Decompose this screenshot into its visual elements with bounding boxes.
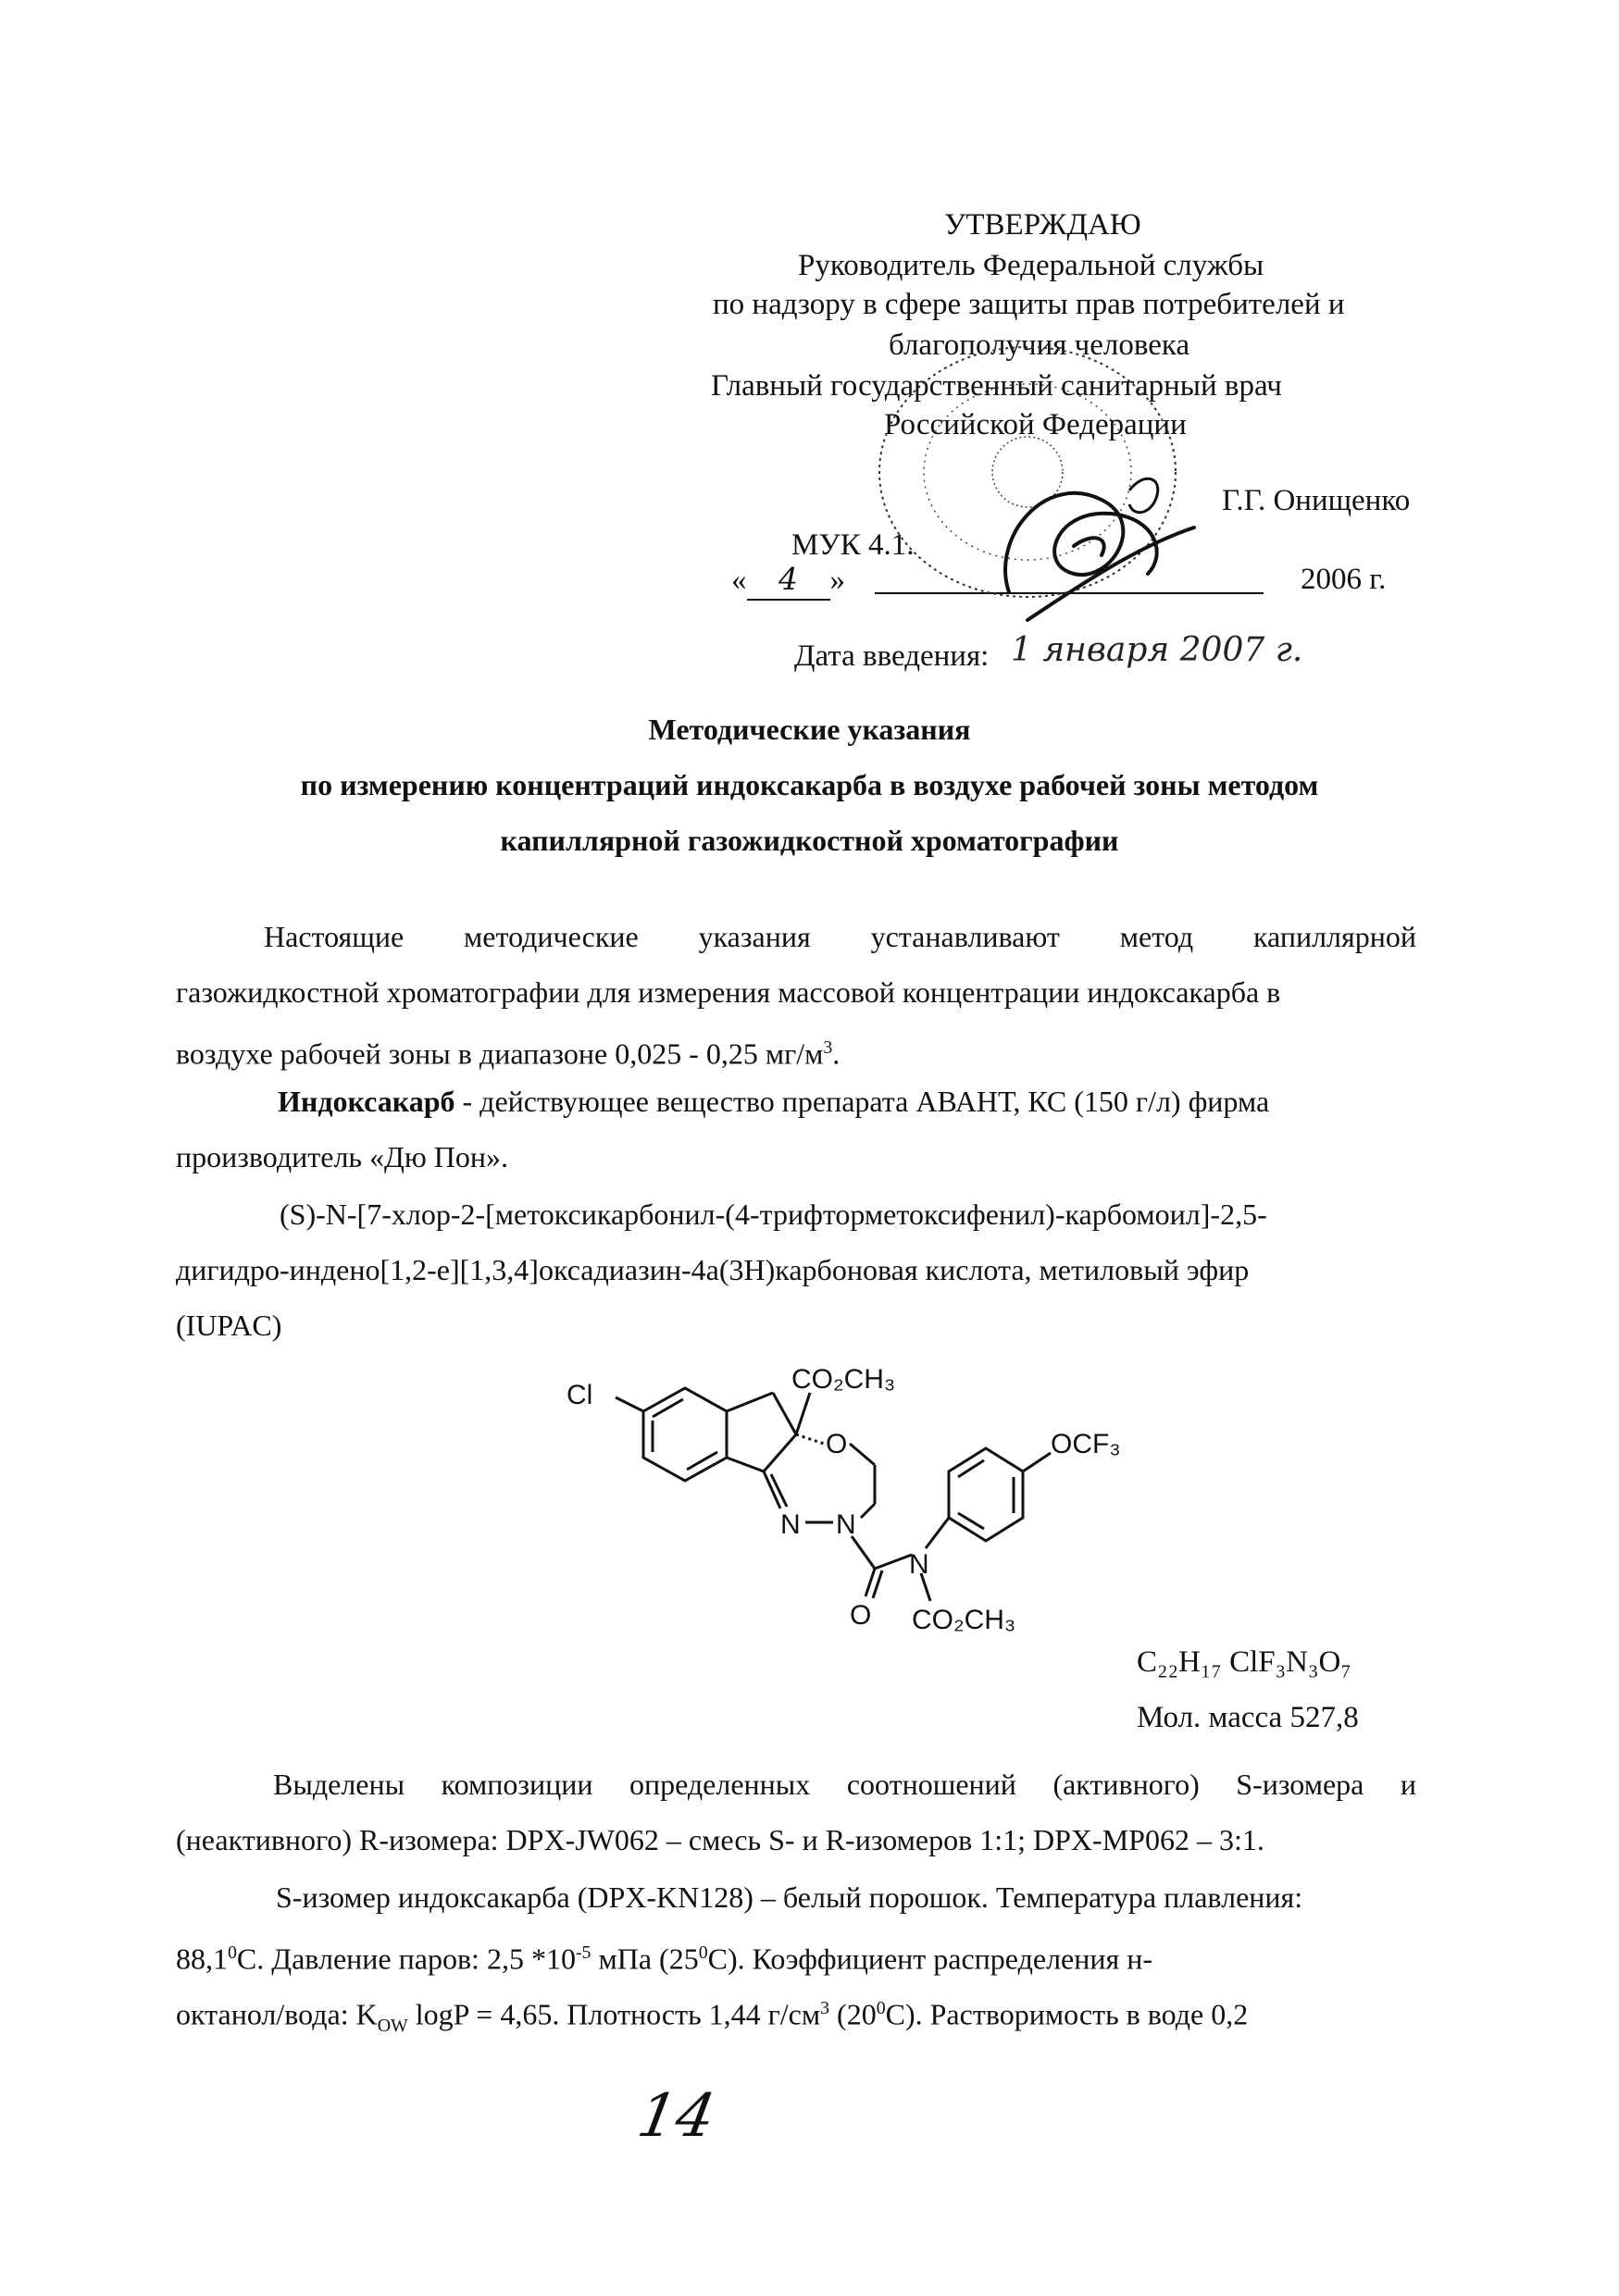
approval-date (731, 560, 845, 601)
word: устанавливают (870, 920, 1060, 953)
atom-label: N (836, 1509, 856, 1540)
date-day: 4 (747, 560, 830, 601)
approval-heading: УТВЕРЖДАЮ (944, 208, 1141, 242)
text-line: (IUPAC) (176, 1309, 282, 1342)
word: соотношений (846, 1768, 1016, 1801)
muk-number: МУК 4.1. (791, 528, 915, 562)
word: и (1400, 1768, 1416, 1801)
text-line: газожидкостной хроматографии для измерения массовой концентрации индоксакарба в (176, 975, 1281, 1009)
document-subtitle: капиллярной газожидкостной хроматографии (500, 824, 1119, 857)
text-line: 88,1$^0$С. Давление паров: 2,5 $*10^{-5}$ мПа $(25^0С)$. Коэффициент распределения н- (176, 1942, 1152, 1976)
intro-date-value: 1 января 2007 г. (1011, 631, 1303, 669)
text-line (273, 1756, 1416, 1812)
term-bold: Индоксакарб (278, 1085, 455, 1118)
word: Настоящие (264, 920, 405, 953)
word: определенных (629, 1768, 811, 1801)
approval-line: Руководитель Федеральной службы (798, 249, 1264, 282)
atom-label: OCF₃ (1051, 1429, 1121, 1459)
text-line: S-изомер индоксакарба (DPX-KN128) – белый порошок. Температура плавления: (276, 1880, 1303, 1914)
atom-label: Cl (567, 1380, 593, 1410)
quote-open: « (731, 564, 747, 597)
atom-label: CO₂CH₃ (912, 1605, 1016, 1633)
molecular-mass: Мол. масса 527,8 (1137, 1701, 1359, 1734)
intro-date-label: Дата введения: (794, 639, 990, 673)
signatory-name: Г.Г. Онищенко (1222, 484, 1411, 517)
approval-line: Главный государственный санитарный врач (711, 369, 1282, 403)
text-line: (неактивного) R-изомера: DPX-JW062 – смесь S- и R-изомеров 1:1; DPX-MP062 – 3:1. (176, 1823, 1264, 1856)
word: метод (1119, 920, 1194, 953)
molecular-formula: C₂₂H₁₇ ClF₃N₃O₇ (1137, 1645, 1351, 1679)
text-line: октанол/вода: $K_{OW}$ logP = 4,65. Плотность 1,44 $г/см^3$ $(20^0С)$. Растворимость в воде 0,2 (176, 1997, 1249, 2037)
text-line: производитель «Дю Пон». (176, 1140, 508, 1173)
document-title: Методические указания (648, 713, 971, 746)
atom-label: O (850, 1600, 872, 1631)
atom-label: CO₂CH₃ (791, 1364, 896, 1395)
word: методические (464, 920, 639, 953)
word: Выделены (273, 1768, 405, 1801)
text-line: дигидро-индено[1,2-е][1,3,4]оксадиазин-4а(3Н)карбоновая кислота, метиловый эфир (176, 1253, 1250, 1286)
text-line: воздухе рабочей зоны в диапазоне 0,025 - 0,25 $мг/м^3$. (176, 1036, 841, 1071)
word: композиции (441, 1768, 593, 1801)
text-line: (S)-N-[7-хлор-2-[метоксикарбонил-(4-трифторметоксифенил)-карбомоил]-2,5- (280, 1198, 1267, 1231)
atom-label: N (780, 1509, 801, 1540)
text-line (264, 909, 1416, 964)
atom-label: O (826, 1429, 848, 1459)
word: капиллярной (1252, 920, 1416, 953)
word: S-изомера (1236, 1768, 1364, 1801)
approval-line: Российской Федерации (884, 408, 1187, 441)
approval-line: по надзору в сфере защиты прав потребителей и (713, 288, 1345, 321)
chemical-structure (555, 1356, 1148, 1633)
word: указания (698, 920, 811, 953)
signature (972, 435, 1213, 657)
date-year: 2006 г. (1301, 563, 1387, 596)
approval-line: благополучия человека (889, 329, 1190, 362)
document-subtitle: по измерению концентраций индоксакарба в воздухе рабочей зоны методом (300, 768, 1319, 801)
text-line: Индоксакарб - действующее вещество препарата АВАНТ, КС (150 г/л) фирма (278, 1085, 1270, 1118)
atom-label: N (909, 1549, 929, 1580)
word: (активного) (1052, 1768, 1200, 1801)
page-number: 14 (632, 2082, 720, 2151)
quote-close: » (829, 564, 845, 597)
